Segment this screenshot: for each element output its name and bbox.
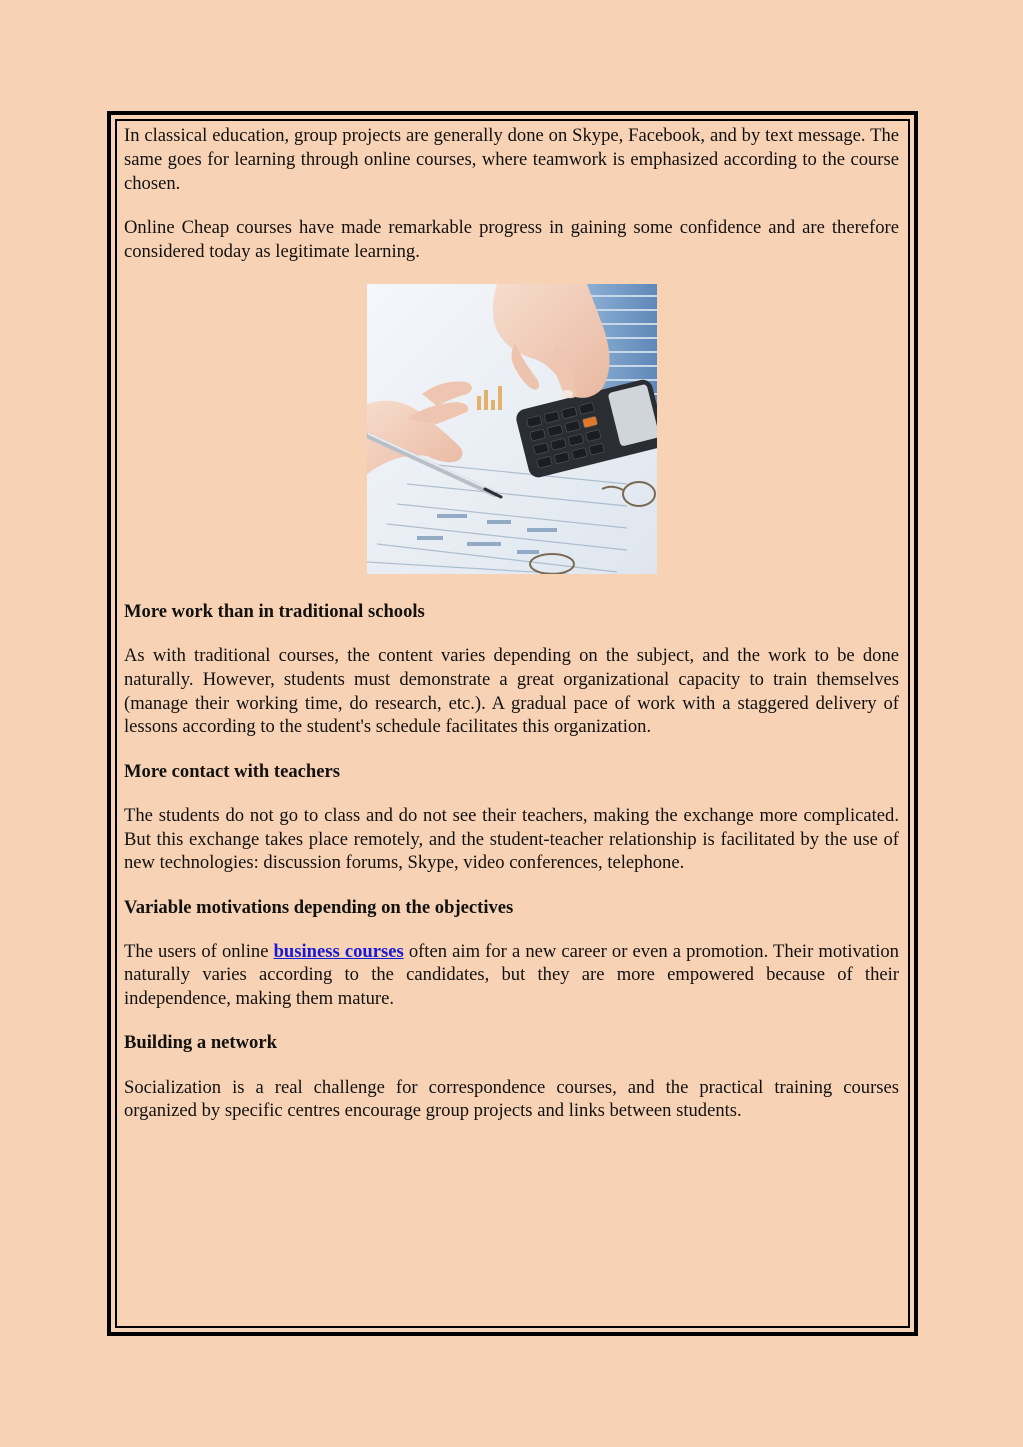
document-content — [124, 124, 899, 1144]
intro-paragraph-2: Online Cheap courses have made remarkable progress in gaining some confidence and are therefore considered today as legitimate learning. — [124, 216, 899, 262]
business-courses-link[interactable]: business courses — [273, 940, 404, 962]
section-body-3-before: The users of online — [124, 940, 274, 962]
section-body-1: As with traditional courses, the content varies depending on the subject, and the work to be done naturally. However, students must demonstrate a great organizational capacity to train themselves (manage their working time, do research, etc.). A gradual pace of work with a staggered delivery of lessons according to the student's schedule facilitates this organization. — [124, 644, 899, 738]
calculator-hands-photo — [367, 284, 657, 574]
section-heading-3: Variable motivations depending on the objectives — [124, 896, 514, 918]
section-heading-4: Building a network — [124, 1032, 277, 1054]
section-body-3-after: often aim for a new career or even a promotion. Their motivation naturally varies according to the candidates, but they are more empowered because of their independence, making them mature. — [124, 940, 899, 1010]
section-body-4: Socialization is a real challenge for correspondence courses, and the practical training courses organized by specific centres encourage group projects and links between students. — [124, 1076, 899, 1122]
section-heading-2: More contact with teachers — [124, 760, 340, 782]
section-body-2: The students do not go to class and do not see their teachers, making the exchange more complicated. But this exchange takes place remotely, and the student-teacher relationship is facilitated by the use of new technologies: discussion forums, Skype, video conferences, telephone. — [124, 804, 899, 874]
section-body-3 — [124, 940, 899, 1011]
section-heading-1: More work than in traditional schools — [124, 600, 425, 622]
intro-paragraph-1: In classical education, group projects are generally done on Skype, Facebook, and by text message. The same goes for learning through online courses, where teamwork is emphasized according to the course chosen. — [124, 125, 899, 194]
